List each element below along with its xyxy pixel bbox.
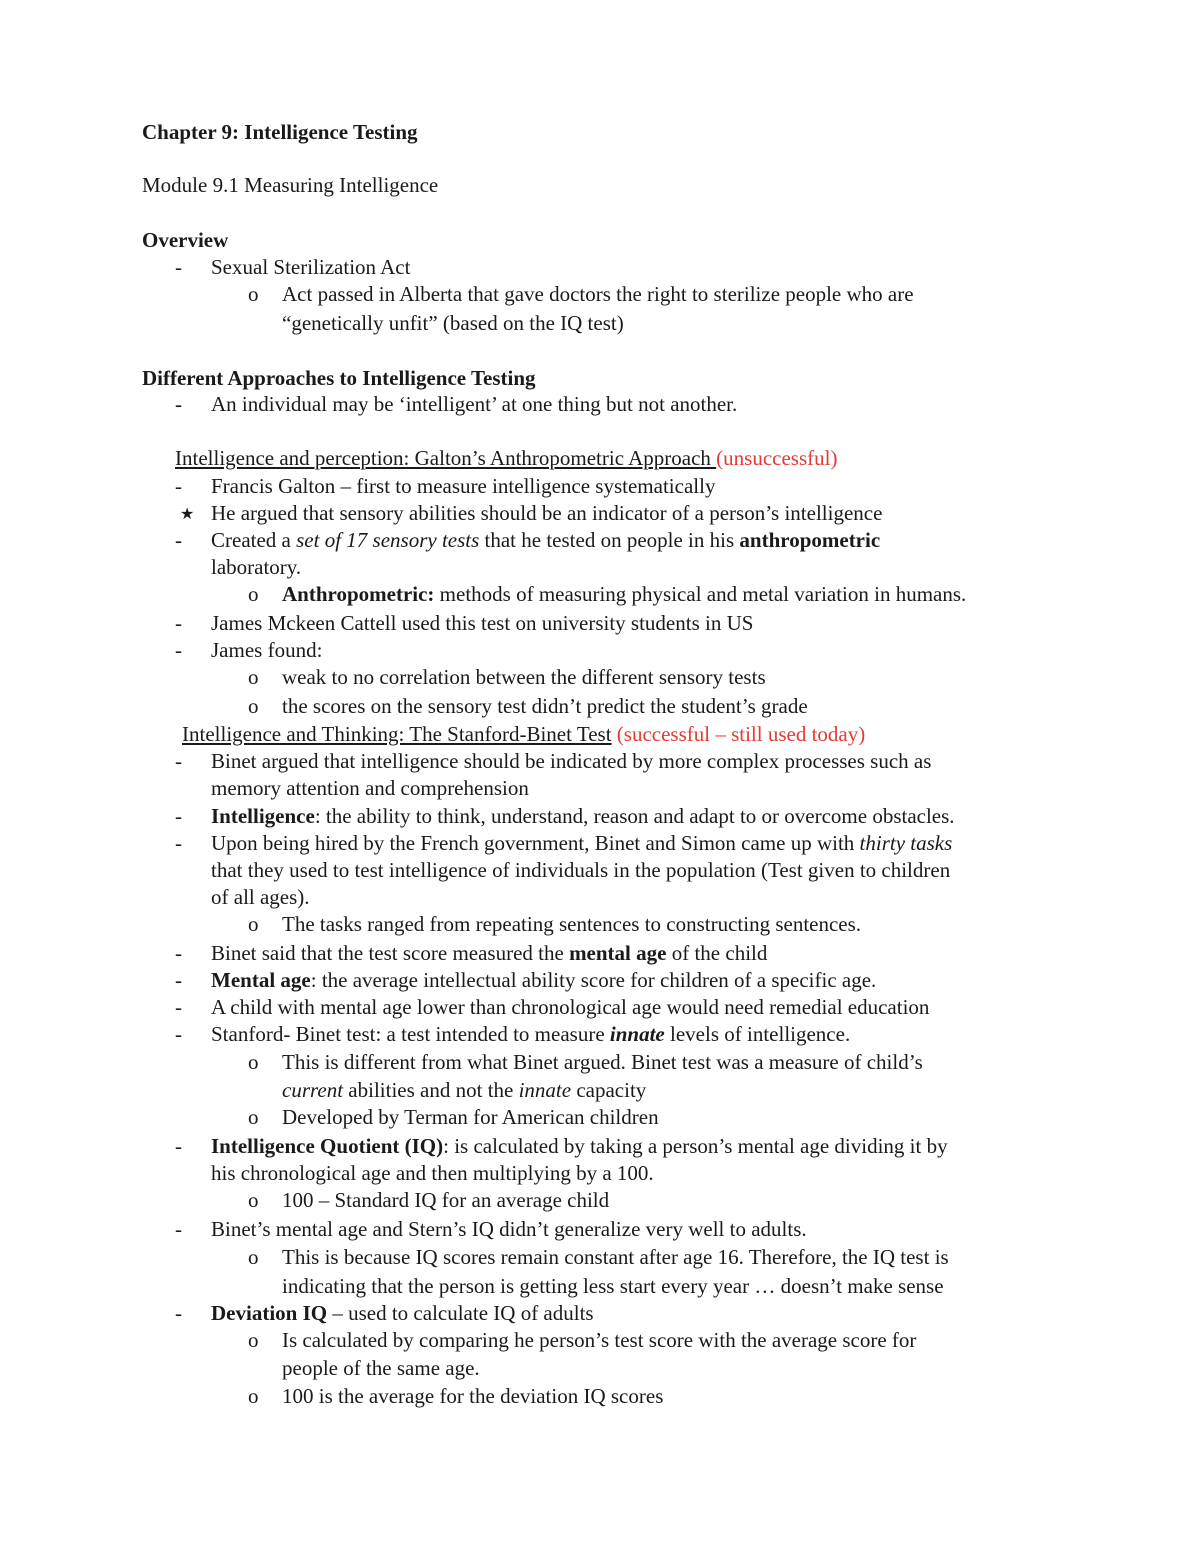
list-item: o This is different from what Binet argued. Binet test was a measure of child’s: [248, 1050, 923, 1074]
dash-bullet: -: [175, 1217, 182, 1241]
list-item: o weak to no correlation between the different sensory tests: [248, 665, 766, 689]
approaches-heading: Different Approaches to Intelligence Testing: [142, 366, 536, 390]
list-item: - An individual may be ‘intelligent’ at one thing but not another.: [175, 392, 738, 416]
list-item-continuation: laboratory.: [211, 555, 302, 579]
list-item: o This is because IQ scores remain constant after age 16. Therefore, the IQ test is: [248, 1245, 949, 1269]
list-item-continuation: that they used to test intelligence of individuals in the population (Test given to children: [211, 858, 951, 882]
circle-bullet: o: [248, 665, 259, 689]
list-item: - A child with mental age lower than chronological age would need remedial education: [175, 995, 930, 1019]
dash-bullet: -: [175, 968, 182, 992]
dash-bullet: -: [175, 1301, 182, 1325]
list-item: - Upon being hired by the French government, Binet and Simon came up with thirty tasks: [175, 831, 953, 855]
list-item: o 100 – Standard IQ for an average child: [248, 1188, 610, 1212]
list-item: - Binet argued that intelligence should be indicated by more complex processes such as: [175, 749, 932, 773]
circle-bullet: o: [248, 282, 259, 306]
list-item-continuation: of all ages).: [211, 885, 310, 909]
dash-bullet: -: [175, 749, 182, 773]
list-item: - Intelligence Quotient (IQ): is calculated by taking a person’s mental age dividing it by: [175, 1134, 948, 1158]
circle-bullet: o: [248, 1328, 259, 1352]
circle-bullet: o: [248, 694, 259, 718]
galton-heading: Intelligence and perception: Galton’s Anthropometric Approach (unsuccessful): [175, 446, 838, 470]
list-item-continuation: people of the same age.: [282, 1356, 480, 1380]
star-icon: ★: [180, 504, 195, 523]
circle-bullet: o: [248, 1050, 259, 1074]
dash-bullet: -: [175, 1134, 182, 1158]
dash-bullet: -: [175, 528, 182, 552]
list-item: - Sexual Sterilization Act: [175, 255, 411, 279]
list-item: - Created a set of 17 sensory tests that he tested on people in his anthropometric: [175, 528, 881, 552]
circle-bullet: o: [248, 1245, 259, 1269]
list-item: - Binet’s mental age and Stern’s IQ didn’t generalize very well to adults.: [175, 1217, 807, 1241]
list-item: ★ He argued that sensory abilities should be an indicator of a person’s intelligence: [180, 501, 883, 525]
list-item: o Anthropometric: methods of measuring physical and metal variation in humans.: [248, 582, 967, 606]
dash-bullet: -: [175, 1022, 182, 1046]
list-item-continuation: his chronological age and then multiplying by a 100.: [211, 1161, 654, 1185]
list-item-continuation: memory attention and comprehension: [211, 776, 529, 800]
list-item: - James Mckeen Cattell used this test on university students in US: [175, 611, 754, 635]
dash-bullet: -: [175, 995, 182, 1019]
list-item: - Deviation IQ – used to calculate IQ of adults: [175, 1301, 594, 1325]
list-item: - Intelligence: the ability to think, understand, reason and adapt to or overcome obstacles.: [175, 804, 955, 828]
dash-bullet: -: [175, 804, 182, 828]
list-item: o Act passed in Alberta that gave doctors the right to sterilize people who are: [248, 282, 914, 306]
list-item: o the scores on the sensory test didn’t predict the student’s grade: [248, 694, 808, 718]
list-item: o The tasks ranged from repeating sentences to constructing sentences.: [248, 912, 862, 936]
dash-bullet: -: [175, 474, 182, 498]
dash-bullet: -: [175, 392, 182, 416]
list-item: o Is calculated by comparing he person’s test score with the average score for: [248, 1328, 917, 1352]
list-item: o Developed by Terman for American children: [248, 1105, 659, 1129]
list-item: - Francis Galton – first to measure intelligence systematically: [175, 474, 716, 498]
overview-heading: Overview: [142, 228, 229, 252]
list-item: - Stanford- Binet test: a test intended to measure innate levels of intelligence.: [175, 1022, 851, 1046]
list-item: - Mental age: the average intellectual ability score for children of a specific age.: [175, 968, 877, 992]
circle-bullet: o: [248, 582, 259, 606]
dash-bullet: -: [175, 941, 182, 965]
page-title: Chapter 9: Intelligence Testing: [142, 120, 418, 144]
list-item-continuation: indicating that the person is getting less start every year … doesn’t make sense: [282, 1274, 944, 1298]
circle-bullet: o: [248, 912, 259, 936]
dash-bullet: -: [175, 611, 182, 635]
binet-heading: Intelligence and Thinking: The Stanford-Binet Test (successful – still used today): [182, 722, 866, 746]
dash-bullet: -: [175, 831, 182, 855]
list-item-continuation: “genetically unfit” (based on the IQ test): [282, 311, 624, 335]
list-item-continuation: current abilities and not the innate capacity: [282, 1078, 647, 1102]
module-title: Module 9.1 Measuring Intelligence: [142, 173, 439, 197]
circle-bullet: o: [248, 1384, 259, 1408]
list-item: - Binet said that the test score measured the mental age of the child: [175, 941, 768, 965]
circle-bullet: o: [248, 1188, 259, 1212]
list-item: - James found:: [175, 638, 323, 662]
list-item: o 100 is the average for the deviation IQ scores: [248, 1384, 664, 1408]
dash-bullet: -: [175, 638, 182, 662]
dash-bullet: -: [175, 255, 182, 279]
circle-bullet: o: [248, 1105, 259, 1129]
